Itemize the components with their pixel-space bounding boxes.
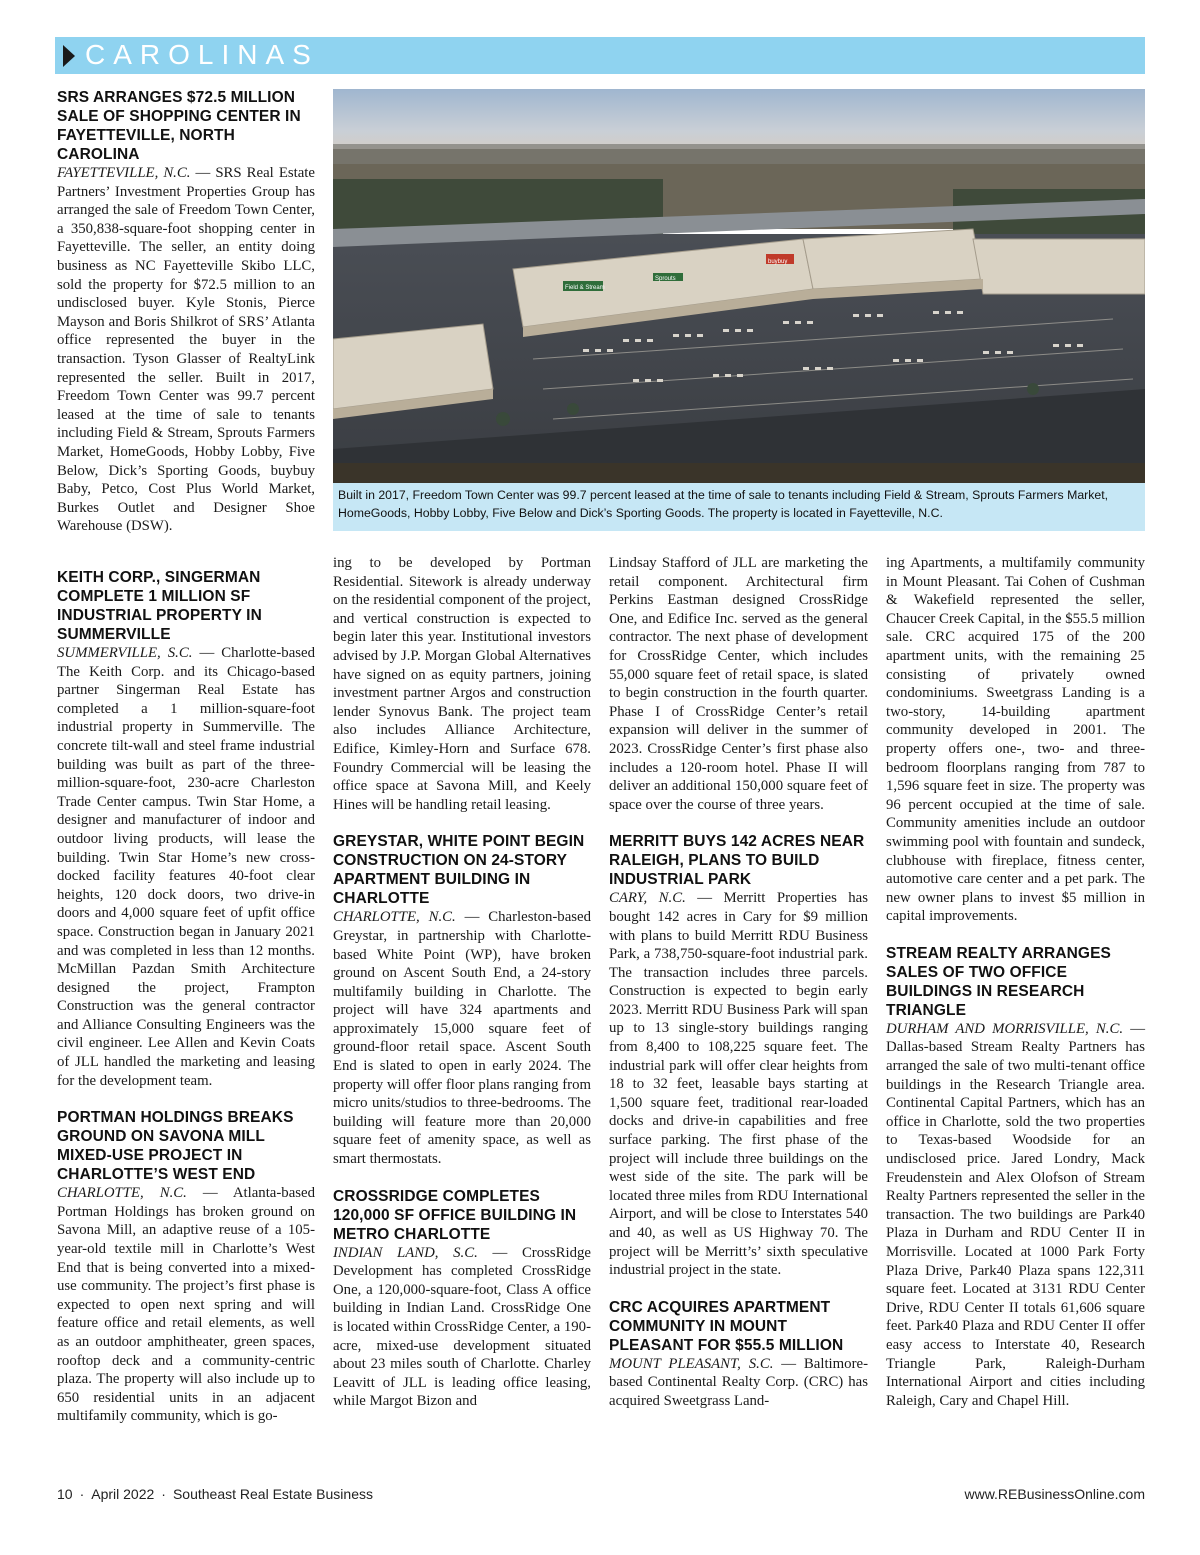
website-link[interactable]: www.REBusinessOnline.com	[964, 1486, 1145, 1502]
article-body	[886, 1020, 1145, 1410]
article-body	[57, 164, 315, 536]
page-number: 10	[57, 1486, 73, 1502]
aerial-photo	[333, 89, 1145, 483]
page-footer	[57, 1486, 1145, 1506]
store-sign: Field & Stream	[565, 285, 605, 291]
article-crossridge-continued	[609, 554, 868, 814]
column-d	[886, 554, 1145, 1428]
article-text: — Baltimore-based Continental Realty Corp. (CRC) has acquired Sweetgrass Land-	[609, 1355, 868, 1409]
column-left-bottom	[57, 568, 315, 1444]
dateline: INDIAN LAND, S.C.	[333, 1244, 478, 1261]
issue-date: April 2022	[91, 1486, 155, 1502]
article-srs	[57, 88, 315, 536]
article-text: — Dallas-based Stream Realty Partners has arranged the sale of two multi-tenant office buildings in the Research Triangle area. Continental Capital Partners, which has an office in Charlotte, sold the two properties to Texas-based Woodside for an undisclosed price. Jared Londry, Mack Freudenstein and Alex Olofson of Stream Realty Partners represented the seller in the transaction. The two buildings are Park40 Plaza in Durham and RDU Center II in Morrisville. Located at 1000 Park Forty Plaza Drive, Park40 Plaza spans 122,311 square feet. Located at 3131 RDU Center Drive, RDU Center II totals 61,606 square feet. Park40 Plaza and RDU Center II offer easy access to Interstate 40, Research Triangle Park, Raleigh-Durham International Airport and cities including Raleigh, Cary and Chapel Hill.	[886, 1020, 1145, 1409]
dateline: DURHAM AND MORRISVILLE, N.C.	[886, 1020, 1124, 1037]
article-text: — Atlanta-based Portman Holdings has broken ground on Savona Mill, an adaptive reuse of a 105-year-old textile mill in Charlotte’s West End that is being converted into a mixed-use community. The project’s first phase is expected to open next spring and will feature office and retail elements, as well as an outdoor amphitheater, green spaces, rooftop deck and a community-centric plaza. The property will also include up to 650 residential units in an adjacent multifamily community, which is go-	[57, 1185, 315, 1425]
column-c	[609, 554, 868, 1429]
headline: GREYSTAR, WHITE POINT BEGIN CONSTRUCTION ON 24-STORY APARTMENT BUILDING IN CHARLOTTE	[333, 833, 585, 908]
headline: SRS ARRANGES $72.5 MILLION SALE OF SHOPPING CENTER IN FAYETTEVILLE, NORTH CAROLINA	[57, 89, 301, 163]
dateline: SUMMERVILLE, S.C.	[57, 645, 193, 661]
triangle-right-icon	[63, 45, 75, 67]
article-body-continued: Lindsay Stafford of JLL are marketing the retail component. Architectural firm Perkins Eastman designed CrossRidge One, and Edifice Inc. served as the general contractor. The next phase of development for CrossRidge Center, which includes 55,000 square feet of retail space, is slated to begin construction in the fourth quarter. Phase I of CrossRidge Center’s retail expansion will deliver in the summer of 2023. CrossRidge Center’s first phase also includes a 120-room hotel. Phase II will deliver an additional 150,000 square feet of space over the course of three years.	[609, 555, 868, 813]
footer-info	[57, 1486, 373, 1502]
article-text: — Merritt Properties has bought 142 acres in Cary for $9 million with plans to build Merritt RDU Business Park, a 738,750-square-foot industrial park. The transaction includes three parcels. Construction is expected to begin early 2023. Merritt RDU Business Park will span up to 13 single-story buildings ranging from 8,400 to 108,225 square feet. The industrial park will offer clear heights from 18 to 32 feet, leasable bays starting at 1,500 square feet, traditional rear-loaded docks and drive-in capabilities and free surface parking. The first phase of the project will include three buildings on the west side of the site. The park will be located three miles from RDU International Airport, and will be close to Interstates 540 and 40, as well as US Highway 70. The project will be Merritt’s’ sixth speculative industrial project in the state.	[609, 890, 868, 1279]
store-sign: Sprouts	[655, 276, 676, 282]
article-text: — SRS Real Estate Partners’ Investment Properties Group has arranged the sale of Freedom Town Center, a 350,838-square-foot shopping center in Fayetteville. The seller, an entity doing business as NC Fayetteville Skibo LLC, sold the property for $72.5 million to an undisclosed buyer. Kyle Stonis, Pierce Mayson and Boris Shilkrot of SRS’ Atlanta office represented the buyer in the transaction. Tyson Glasser of RealtyLink represented the seller. Built in 2017, Freedom Town Center was 99.7 percent leased at the time of sale to tenants including Field & Stream, Sprouts Farmers Market, HomeGoods, Hobby Lobby, Five Below, Dick’s Sporting Goods, buybuy Baby, Petco, Cost Plus World Market, Burkes Outlet and Designer Shoe Warehouse (DSW).	[57, 165, 315, 535]
article-body-continued: ing to be developed by Portman Residential. Sitework is already underway on the residential component of the project, and vertical construction is expected to begin later this year. Institutional investors advised by J.P. Morgan Global Alternatives have signed on as equity partners, joining investment partner Argos and construction lender Synovus Bank. The project team also includes Alliance Architecture, Edifice, Kimley-Horn and Surface 678. Foundry Commercial will be leasing the office space at Savona Mill, and Keely Hines will be handling retail leasing.	[333, 555, 591, 813]
article-text: — Charleston-based Greystar, in partnership with Charlotte-based White Point (WP), have broken ground on Ascent South End, a 24-story multifamily building in Charlotte. The project will have 324 apartments and approximately 15,000 square feet of ground-floor retail space. Ascent South End is slated to open in early 2024. The property will offer floor plans ranging from micro units/studios to three-bedrooms. The building will feature more than 20,000 square feet of amenity space, as well as smart thermostats.	[333, 909, 591, 1168]
article-merritt	[609, 832, 868, 1279]
dateline: CHARLOTTE, N.C.	[333, 909, 456, 926]
article-crossridge	[333, 1187, 591, 1411]
headline: MERRITT BUYS 142 ACRES NEAR RALEIGH, PLANS TO BUILD INDUSTRIAL PARK	[609, 833, 865, 889]
headline: PORTMAN HOLDINGS BREAKS GROUND ON SAVONA MILL MIXED-USE PROJECT IN CHARLOTTE’S WEST END	[57, 1109, 294, 1184]
store-sign: buybuy	[768, 259, 788, 265]
article-keith	[57, 568, 315, 1090]
article-body-continued: ing Apartments, a multifamily community in Mount Pleasant. Tai Cohen of Cushman & Wakefield represented the seller, Chaucer Creek Capital, in the $55.5 million sale. CRC acquired 175 of the 200 apartment units, with the remaining 25 consisting of privately owned condominiums. Sweetgrass Landing is a two-story, 14-building apartment community developed in 2001. The property offers one-, two- and three-bedroom floorplans ranging from 787 to 1,596 square feet in size. The property was 96 percent occupied at the time of sale. Community amenities include an outdoor swimming pool with fountain and sundeck, clubhouse with fireplace, fitness center, automotive care center and a pet park. The new owner plans to invest $5 million in capital improvements.	[886, 555, 1145, 925]
article-greystar	[333, 832, 591, 1168]
photo-caption-box	[333, 483, 1145, 531]
section-banner	[55, 37, 1145, 74]
publication-name: Southeast Real Estate Business	[172, 1486, 373, 1502]
article-text: — CrossRidge Development has completed CrossRidge One, a 120,000-square-foot, Class A office building in Indian Land. CrossRidge One is located within CrossRidge Center, a 190-acre, mixed-use development situated about 23 miles south of Charlotte. Charley Leavitt of JLL is leading office leasing, while Margot Bizon and	[333, 1244, 591, 1410]
article-crc	[609, 1298, 868, 1411]
headline: CRC ACQUIRES APARTMENT COMMUNITY IN MOUNT PLEASANT FOR $55.5 MILLION	[609, 1298, 844, 1354]
photo-caption: Built in 2017, Freedom Town Center was 99.7 percent leased at the time of sale to tenants including Field & Stream, Sprouts Farmers Market, HomeGoods, Hobby Lobby, Five Below and Dick’s Sporting Goods. The property is located in Fayetteville, N.C.	[338, 488, 1109, 520]
dateline: MOUNT PLEASANT, S.C.	[609, 1355, 774, 1372]
column-b	[333, 554, 591, 1429]
section-title: CAROLINAS	[85, 39, 319, 70]
column-left-top	[57, 88, 315, 554]
headline: CROSSRIDGE COMPLETES 120,000 SF OFFICE BUILDING IN METRO CHARLOTTE	[333, 1187, 577, 1243]
article-text: — Charlotte-based The Keith Corp. and its Chicago-based partner Singerman Real Estate has completed a 1 million-square-foot industrial property in Summerville. The concrete tilt-wall and steel frame industrial building was built as part of the three-million-square-foot, 230-acre Charleston Trade Center campus. Twin Star Home, a designer and manufacturer of indoor and outdoor living products, will lease the building. Twin Star Home’s new cross-docked facility features 40-foot clear heights, 120 dock doors, two drive-in doors and 4,000 square feet of upfit office space. Construction began in January 2021 and was completed in less than 12 months. McMillan Pazdan Smith Architecture designed the project, Frampton Construction was the general contractor and Alliance Consulting Engineers was the civil engineer. Lee Allen and Kevin Coats of JLL handled the marketing and leasing for the development team.	[57, 645, 315, 1089]
article-stream	[886, 944, 1145, 1410]
article-portman	[57, 1108, 315, 1426]
article-portman-continued	[333, 554, 591, 814]
article-crc-continued	[886, 554, 1145, 926]
article-body	[609, 889, 868, 1279]
article-body	[333, 908, 591, 1168]
dateline: FAYETTEVILLE, N.C.	[57, 165, 191, 181]
article-body	[57, 1184, 315, 1426]
article-body	[333, 1244, 591, 1411]
footer-separator: ·	[161, 1486, 166, 1502]
dateline: CHARLOTTE, N.C.	[57, 1185, 187, 1202]
article-body	[57, 644, 315, 1090]
dateline: CARY, N.C.	[609, 890, 686, 907]
article-body	[609, 1355, 868, 1411]
headline: STREAM REALTY ARRANGES SALES OF TWO OFFICE BUILDINGS IN RESEARCH TRIANGLE	[886, 944, 1111, 1019]
headline: KEITH CORP., SINGERMAN COMPLETE 1 MILLION SF INDUSTRIAL PROPERTY IN SUMMERVILLE	[57, 569, 262, 643]
shopping-center-illustration	[333, 89, 1145, 483]
footer-separator: ·	[79, 1486, 85, 1502]
